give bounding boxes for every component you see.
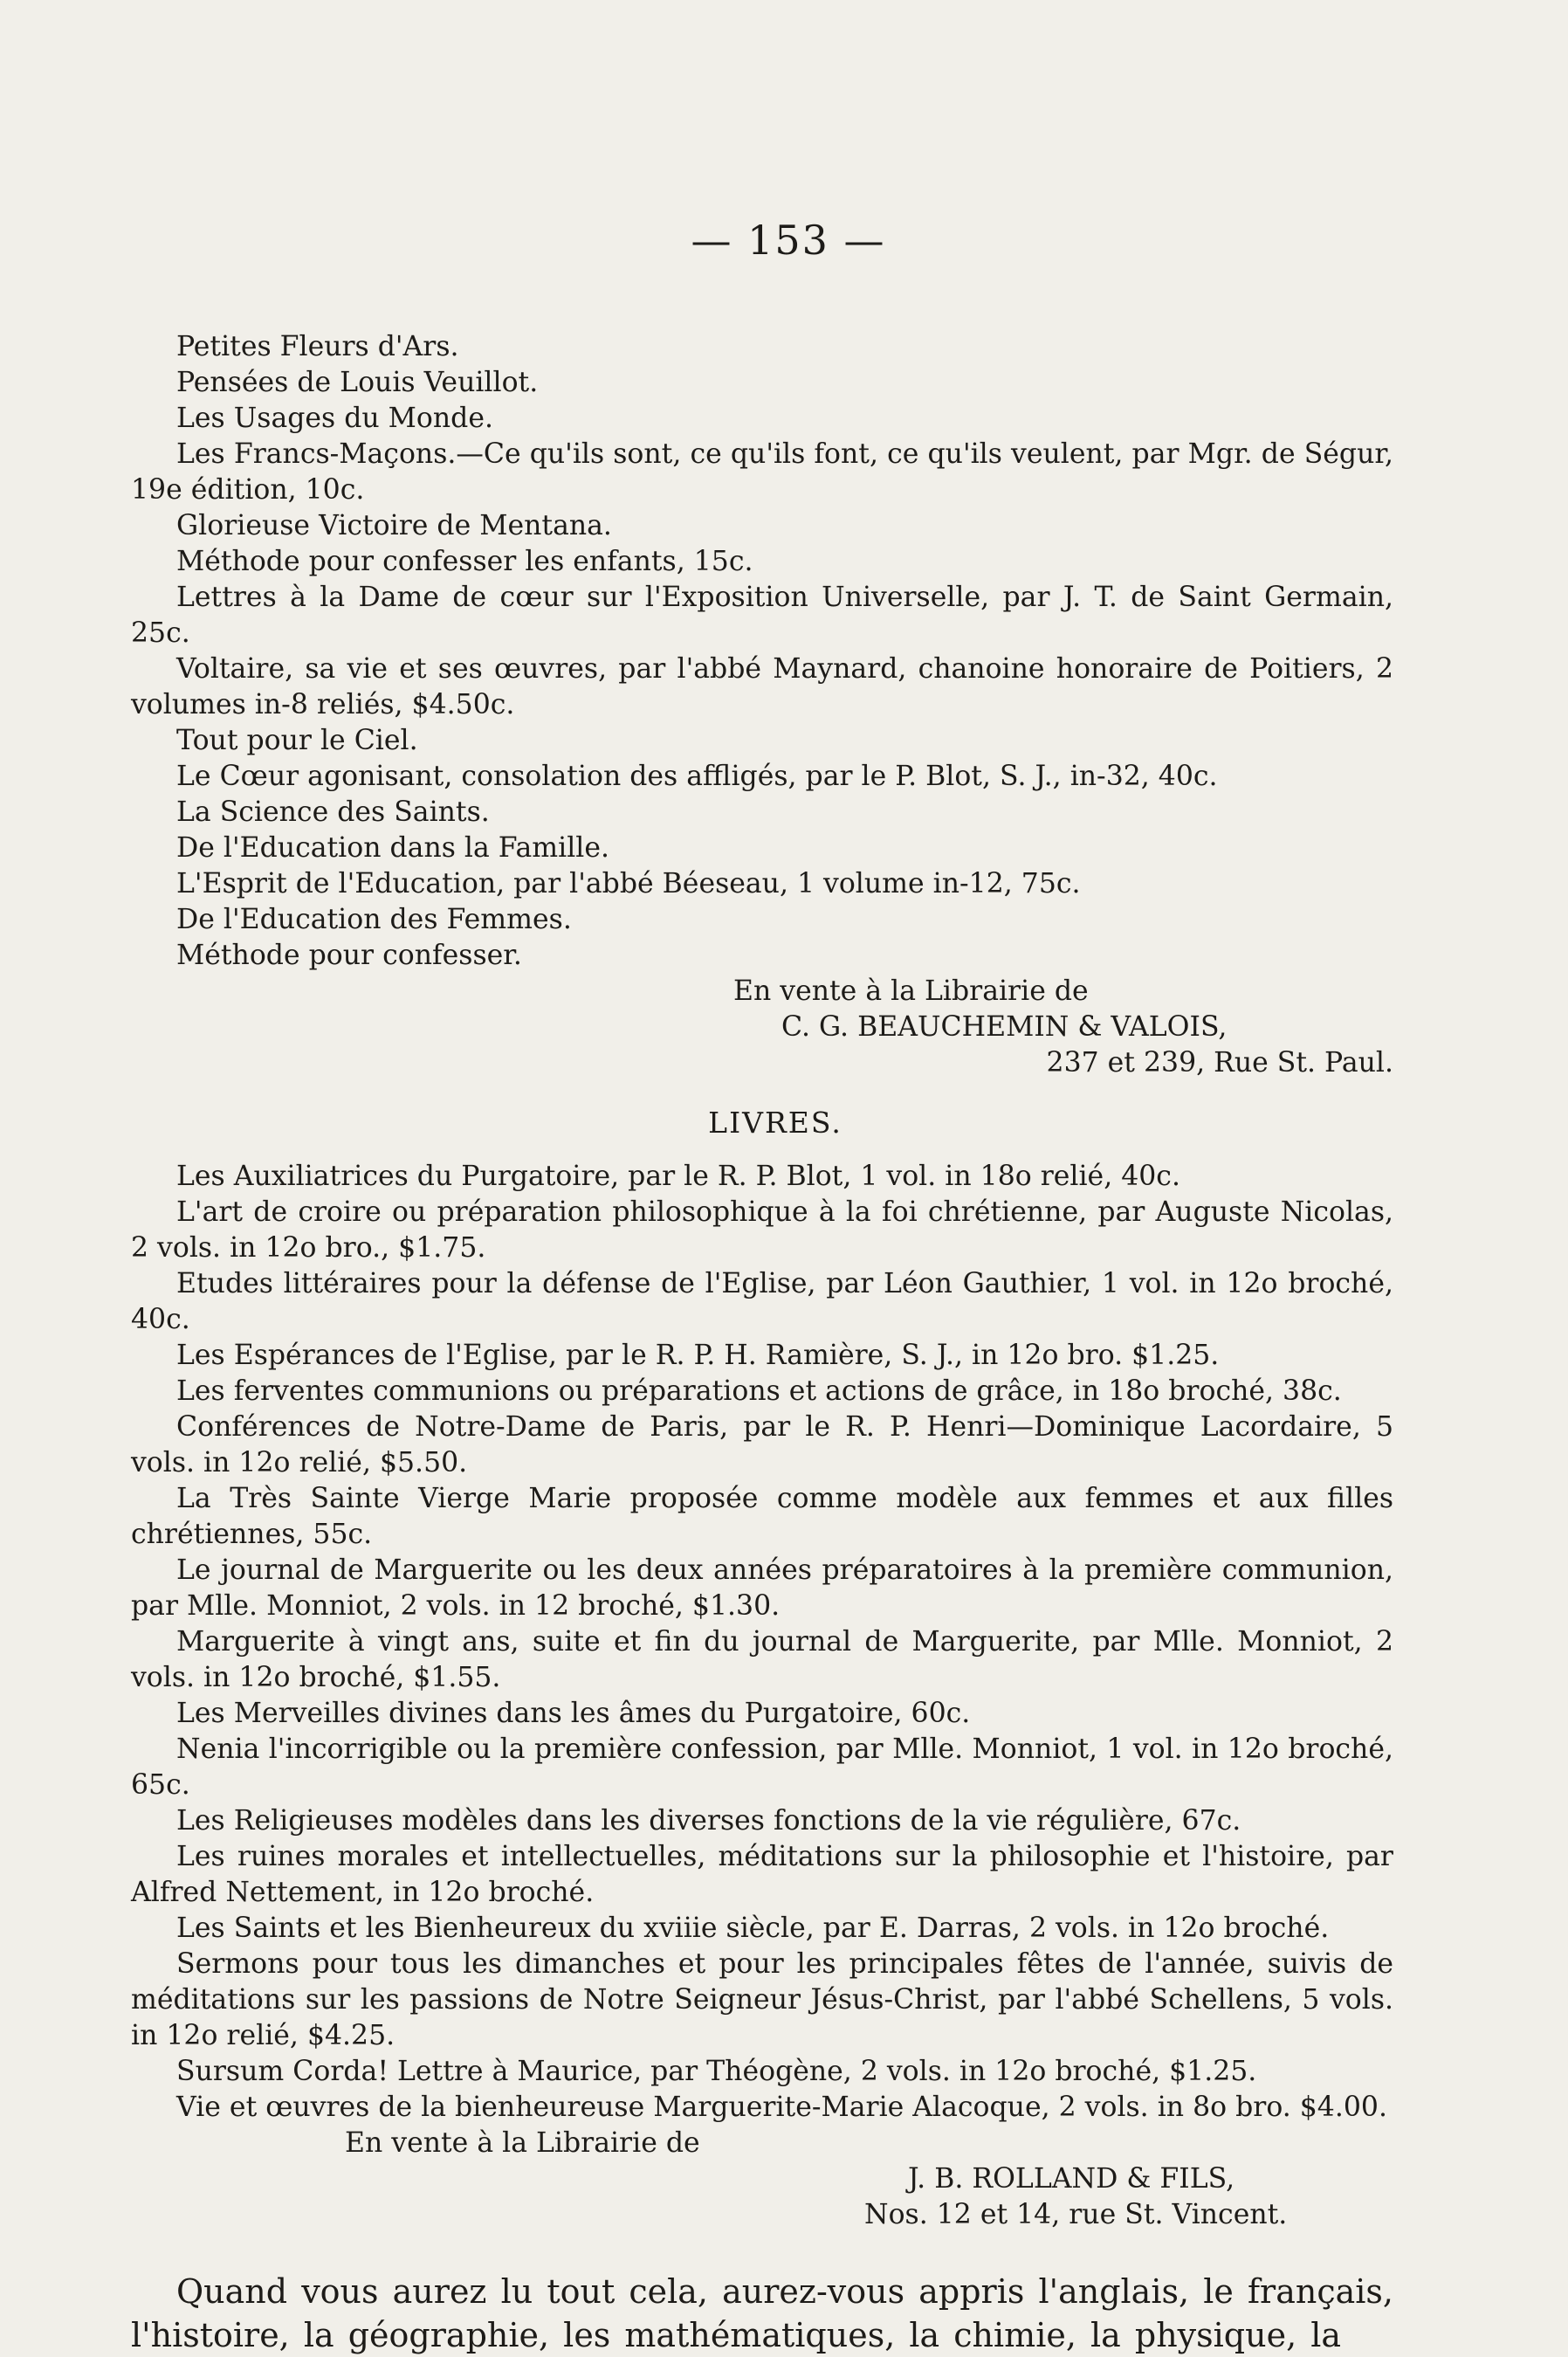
- list-item: Sermons pour tous les dimanches et pour les principales fêtes de l'année, suivis de méditations sur les passions de Notre Seigneur Jésus-Christ, par l'abbé Schellens, 5 vols. in 12o relié, $4.25.: [131, 1948, 1393, 2051]
- list-item: Les Auxiliatrices du Purgatoire, par le R. P. Blot, 1 vol. in 18o relié, 40c.: [176, 1161, 1180, 1192]
- publisher-name: C. G. BEAUCHEMIN & VALOIS,: [781, 1011, 1228, 1043]
- list-item: La Très Sainte Vierge Marie proposée comme modèle aux femmes et aux filles chrétiennes, 55c.: [131, 1483, 1393, 1550]
- list-item: Méthode pour confesser les enfants, 15c.: [176, 546, 753, 577]
- list-item: L'Esprit de l'Education, par l'abbé Béeseau, 1 volume in-12, 75c.: [176, 868, 1081, 899]
- list-item: Voltaire, sa vie et ses œuvres, par l'abbé Maynard, chanoine honoraire de Poitiers, 2 volumes in-8 reliés, $4.50c.: [131, 653, 1393, 720]
- list-item: Vie et œuvres de la bienheureuse Marguerite-Marie Alacoque, 2 vols. in 8o bro. $4.00.: [176, 2092, 1387, 2123]
- list-item: Les Usages du Monde.: [176, 403, 494, 434]
- list-item: Nenia l'incorrigible ou la première confession, par Mlle. Monniot, 1 vol. in 12o broché, 65c.: [131, 1733, 1393, 1801]
- list-item: Les Francs-Maçons.—Ce qu'ils sont, ce qu'ils font, ce qu'ils veulent, par Mgr. de Ségur, 19e édition, 10c.: [131, 438, 1393, 506]
- publisher-address: 237 et 239, Rue St. Paul.: [1046, 1047, 1393, 1079]
- book-list-2: [131, 1159, 1393, 2126]
- list-item: Lettres à la Dame de cœur sur l'Exposition Universelle, par J. T. de Saint Germain, 25c.: [131, 582, 1393, 649]
- list-item: Pensées de Louis Veuillot.: [176, 367, 539, 398]
- list-item: Les Espérances de l'Eglise, par le R. P. H. Ramière, S. J., in 12o bro. $1.25.: [176, 1340, 1220, 1371]
- list-item: Les Merveilles divines dans les âmes du Purgatoire, 60c.: [176, 1698, 971, 1729]
- list-item: Les Religieuses modèles dans les diverses fonctions de la vie régulière, 67c.: [176, 1805, 1241, 1837]
- list-item: Tout pour le Ciel.: [176, 725, 418, 756]
- list-item: Méthode pour confesser.: [176, 940, 522, 971]
- publisher-name: J. B. ROLLAND & FILS,: [908, 2163, 1235, 2195]
- section-heading: LIVRES.: [708, 1106, 842, 1140]
- list-item: Glorieuse Victoire de Mentana.: [176, 510, 612, 541]
- list-item: De l'Education dans la Famille.: [176, 832, 610, 864]
- list-item: L'art de croire ou préparation philosophique à la foi chrétienne, par Auguste Nicolas, 2 vols. in 12o bro., $1.75.: [131, 1196, 1393, 1264]
- bookseller-credit-1: [131, 974, 1393, 1081]
- book-list-1: [131, 329, 1393, 974]
- list-item: Les ruines morales et intellectuelles, méditations sur la philosophie et l'histoire, par Alfred Nettement, in 12o broché.: [131, 1841, 1393, 1908]
- publisher-address: Nos. 12 et 14, rue St. Vincent.: [864, 2199, 1288, 2230]
- list-item: Marguerite à vingt ans, suite et fin du journal de Marguerite, par Mlle. Monniot, 2 vols. in 12o broché, $1.55.: [131, 1626, 1393, 1693]
- list-item: Les Saints et les Bienheureux du xviiie siècle, par E. Darras, 2 vols. in 12o broché.: [176, 1912, 1330, 1944]
- list-item: Le journal de Marguerite ou les deux années préparatoires à la première communion, par Mlle. Monniot, 2 vols. in 12 broché, $1.30.: [131, 1554, 1393, 1622]
- credit-intro: En vente à la Librairie de: [733, 975, 1089, 1007]
- list-item: Le Cœur agonisant, consolation des affligés, par le P. Blot, S. J., in-32, 40c.: [176, 761, 1218, 792]
- list-item: Petites Fleurs d'Ars.: [176, 331, 459, 362]
- list-item: De l'Education des Femmes.: [176, 904, 572, 935]
- list-item: Etudes littéraires pour la défense de l'Eglise, par Léon Gauthier, 1 vol. in 12o broché, 40c.: [131, 1268, 1393, 1335]
- list-item: Sursum Corda! Lettre à Maurice, par Théogène, 2 vols. in 12o broché, $1.25.: [176, 2056, 1257, 2087]
- bookseller-credit-2: [131, 2126, 1393, 2233]
- list-item: La Science des Saints.: [176, 796, 490, 828]
- closing-paragraph: Quand vous aurez lu tout cela, aurez-vous appris l'anglais, le français, l'histoire, la géographie, les mathématiques, la chimie, la physique, la: [131, 2272, 1393, 2354]
- page-number: — 153 —: [691, 217, 886, 264]
- credit-intro: En vente à la Librairie de: [345, 2127, 700, 2159]
- list-item: Les ferventes communions ou préparations et actions de grâce, in 18o broché, 38c.: [176, 1375, 1342, 1407]
- list-item: Conférences de Notre-Dame de Paris, par le R. P. Henri—Dominique Lacordaire, 5 vols. in 12o relié, $5.50.: [131, 1411, 1393, 1478]
